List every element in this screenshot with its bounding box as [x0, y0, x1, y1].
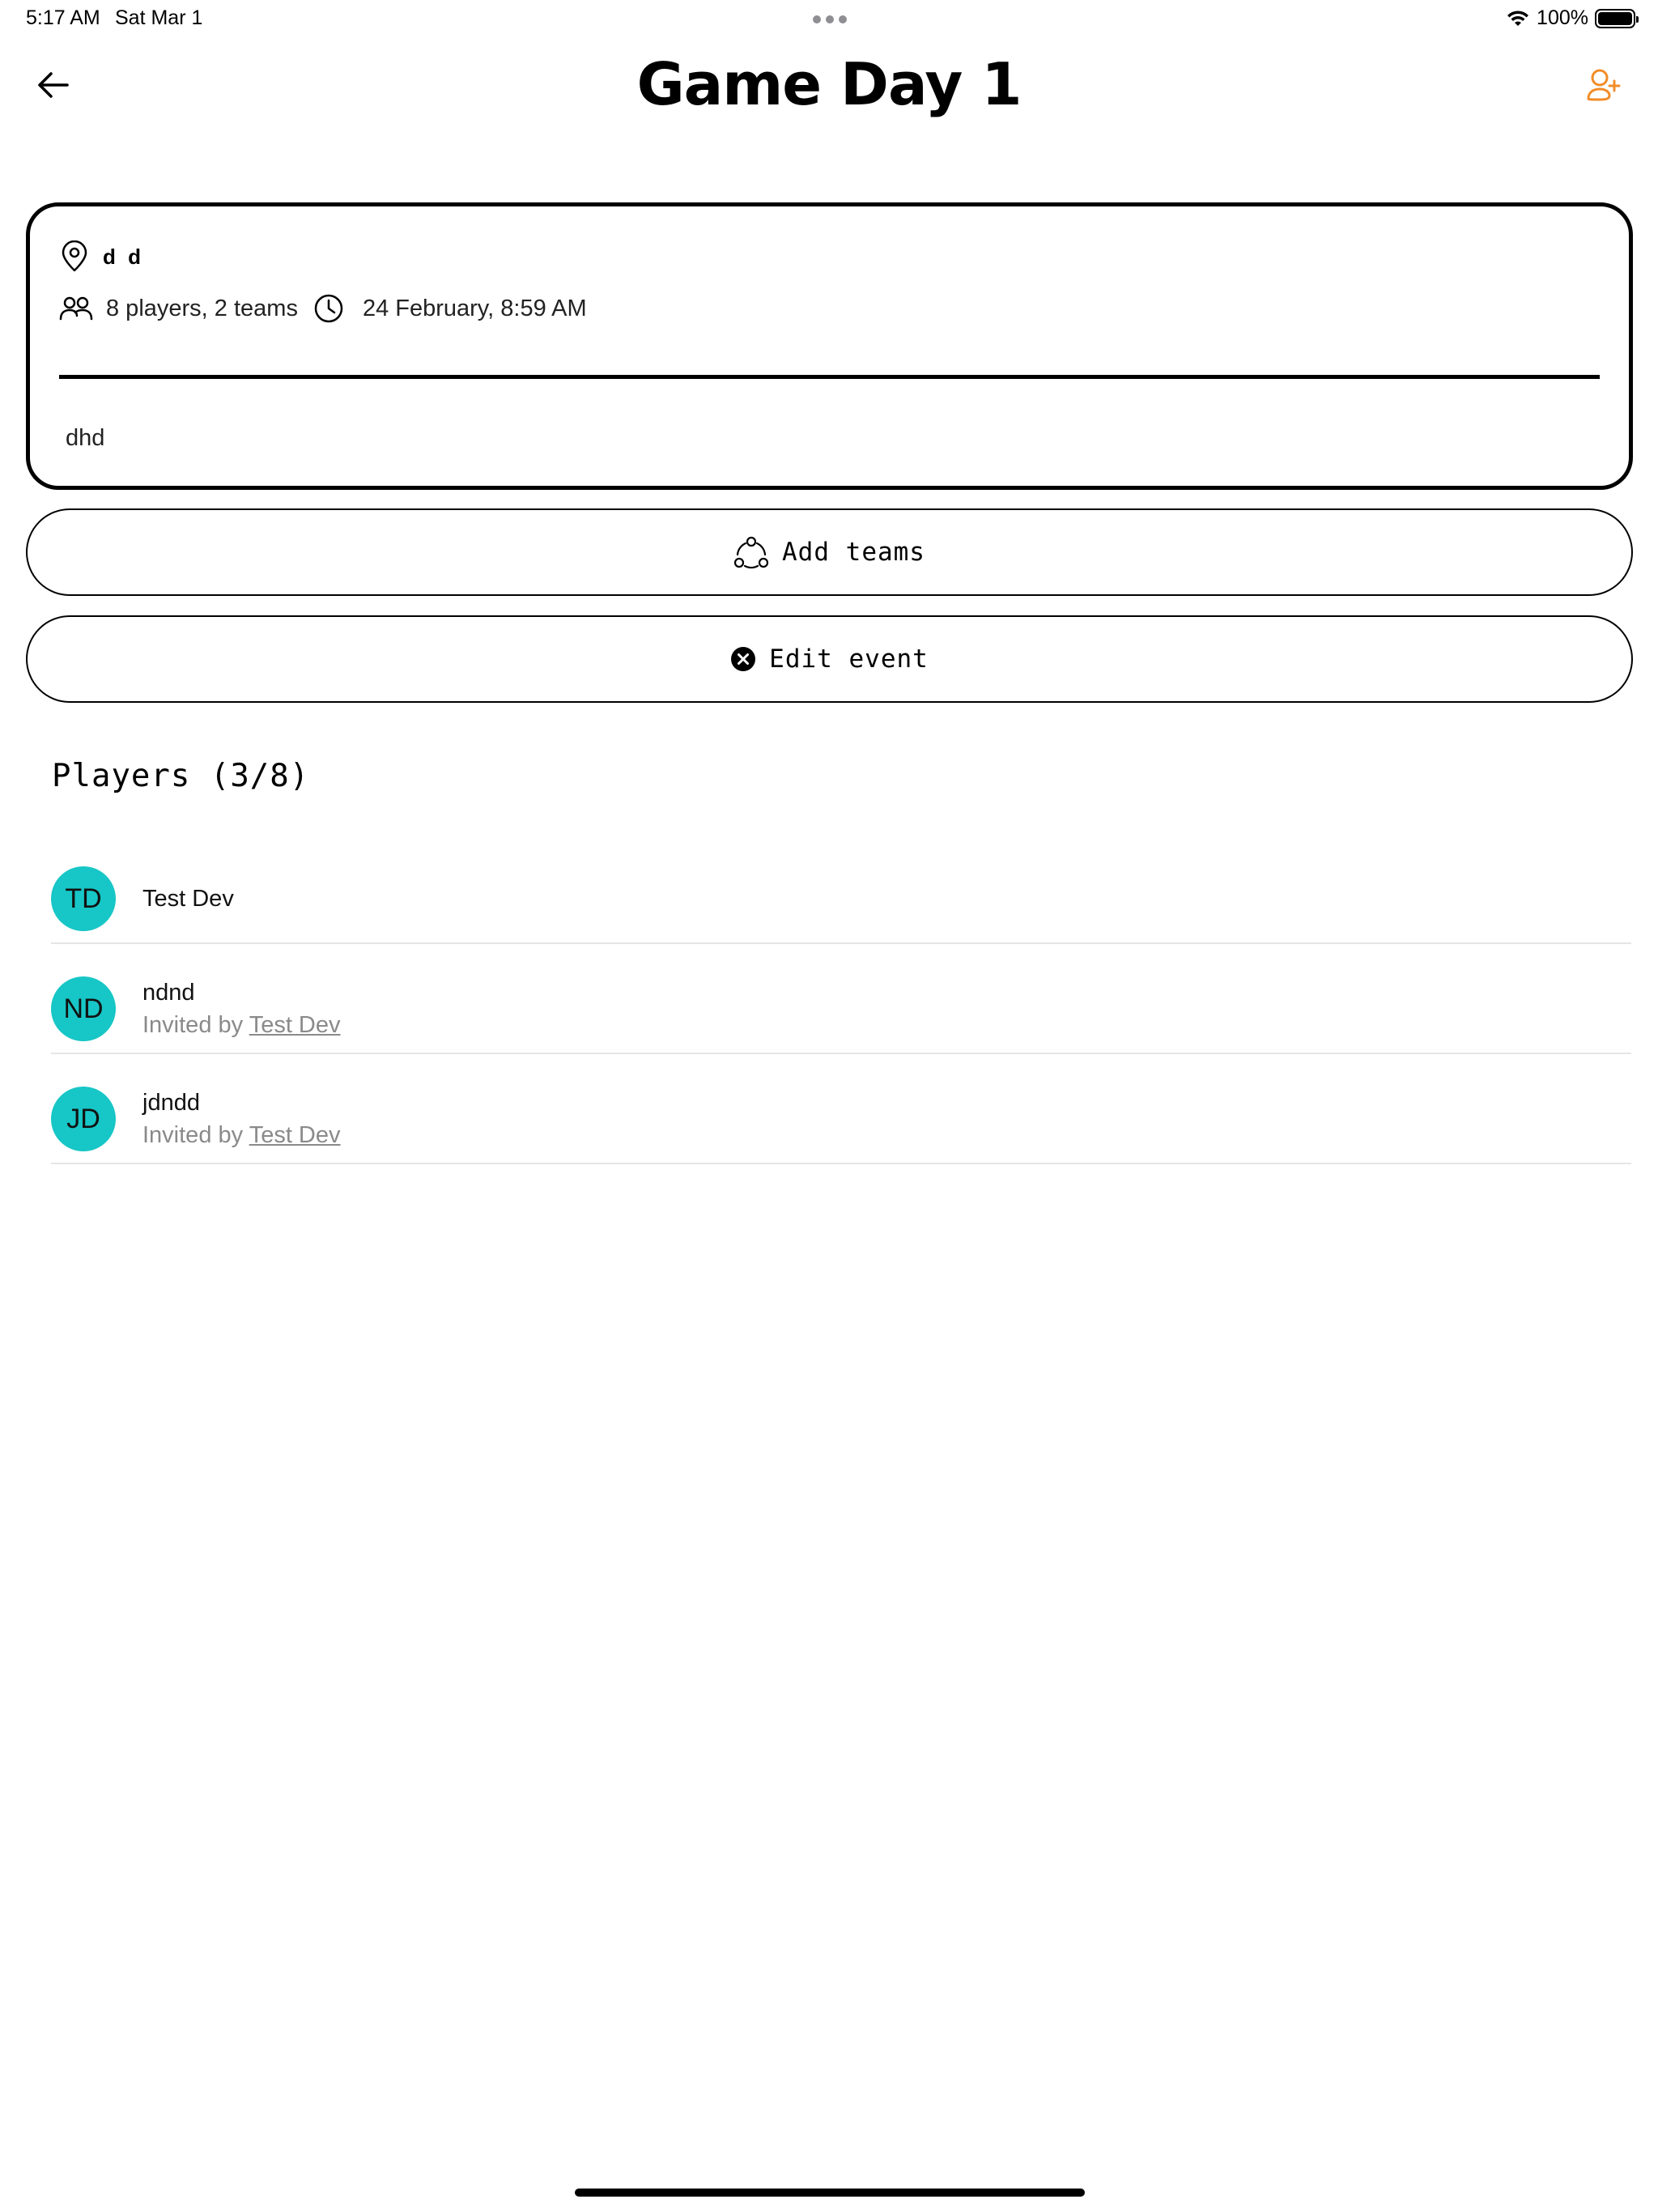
player-name: jdndd [142, 1090, 200, 1116]
card-divider [59, 375, 1600, 379]
page-title: Game Day 1 [636, 50, 1022, 118]
status-time: 5:17 AM [26, 6, 100, 29]
battery-icon [1595, 9, 1635, 28]
event-location: d d [103, 244, 144, 269]
multitasking-dots-icon[interactable] [813, 15, 847, 23]
event-description: dhd [66, 425, 105, 451]
user-plus-icon [1584, 66, 1622, 105]
player-row[interactable] [51, 834, 1631, 944]
event-details-card [26, 202, 1633, 490]
avatar: TD [51, 866, 116, 931]
status-indicators [1506, 6, 1635, 30]
avatar: JD [51, 1087, 116, 1151]
edit-event-label: Edit event [769, 644, 929, 674]
player-name: Test Dev [142, 886, 234, 912]
add-teams-label: Add teams [782, 538, 925, 567]
status-date: Sat Mar 1 [115, 6, 203, 29]
event-players-teams: 8 players, 2 teams [106, 295, 298, 321]
location-pin-icon [59, 240, 90, 273]
player-row[interactable] [51, 944, 1631, 1054]
event-location-row [59, 240, 144, 273]
close-circle-icon [730, 646, 756, 672]
invited-by-text [142, 1012, 341, 1039]
home-indicator[interactable] [575, 2189, 1085, 2197]
event-meta-row [59, 292, 587, 325]
player-name: ndnd [142, 980, 195, 1006]
players-list [51, 834, 1631, 1164]
event-datetime: 24 February, 8:59 AM [362, 295, 587, 321]
users-icon [59, 295, 93, 322]
invite-player-button[interactable] [1580, 63, 1626, 108]
invited-by-prefix: Invited by [142, 1122, 244, 1148]
status-bar [0, 0, 1658, 39]
players-heading: Players (3/8) [52, 758, 310, 794]
avatar: ND [51, 976, 116, 1041]
clock-icon [312, 292, 345, 325]
player-row[interactable] [51, 1054, 1631, 1164]
inviter-link[interactable]: Test Dev [249, 1122, 341, 1148]
edit-event-button[interactable] [26, 615, 1633, 703]
wifi-icon [1506, 10, 1530, 28]
battery-percent: 100% [1537, 6, 1588, 29]
invited-by-prefix: Invited by [142, 1012, 244, 1038]
invited-by-text [142, 1122, 341, 1149]
inviter-link[interactable]: Test Dev [249, 1012, 341, 1038]
teams-icon [733, 535, 769, 569]
add-teams-button[interactable] [26, 508, 1633, 596]
